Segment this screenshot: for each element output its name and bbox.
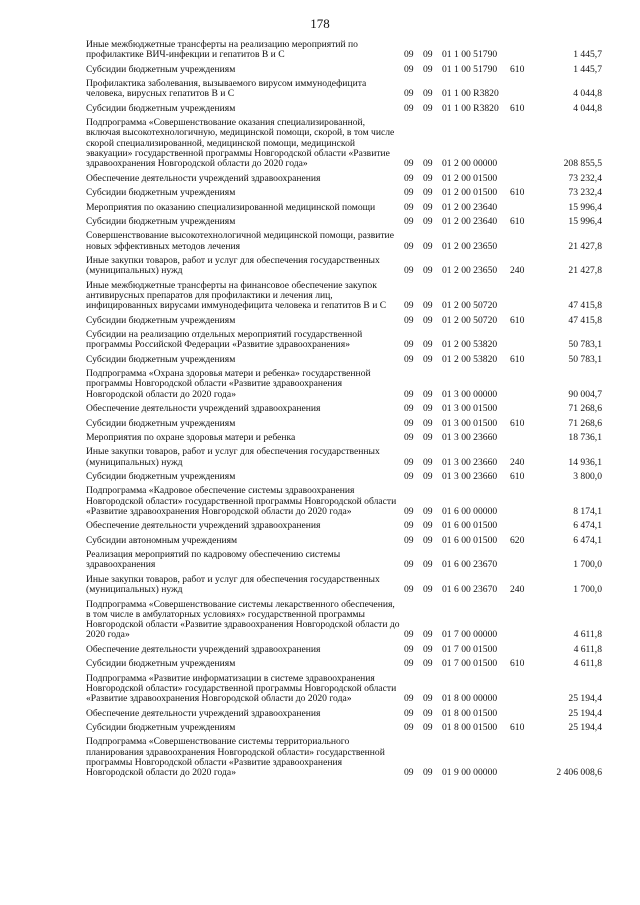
amount: 73 232,4: [568, 187, 602, 199]
subsection-code: 09: [423, 215, 433, 227]
item-name: Обеспечение деятельности учреждений здравоохранения: [86, 520, 321, 532]
section-code: 09: [404, 559, 414, 571]
amount: 47 415,8: [568, 314, 602, 326]
table-row: [86, 600, 602, 641]
item-name: Подпрограмма «Совершенствование оказания специализированной, включая высокотехнологичную, медицинской помощи, скорой, в том числе скорой специализированной, медицинской помощи, медицинской эвакуации» государственной программы Новгородской области «Развитие здравоохранения Новгородской области до 2020 года»: [86, 117, 395, 170]
item-name: Подпрограмма «Совершенствование системы лекарственного обеспечения, в том числе в амбулаторных условиях» государственной программы Новгородской области «Развитие здравоохранения Новгородской области до 2020 года»: [86, 598, 400, 641]
target-article-code: 01 6 00 23670: [442, 584, 498, 596]
section-code: 09: [404, 658, 414, 670]
table-row: [86, 330, 602, 351]
subsection-code: 09: [423, 102, 433, 114]
item-name: Иные закупки товаров, работ и услуг для обеспечения государственных (муниципальных) нужд: [86, 254, 380, 277]
table-row: [86, 575, 602, 596]
table-row: [86, 659, 602, 669]
amount: 4 611,8: [573, 658, 602, 670]
target-article-code: 01 1 00 R3820: [442, 88, 499, 100]
expense-type-code: 610: [510, 353, 525, 365]
target-article-code: 01 8 00 01500: [442, 721, 498, 733]
section-code: 09: [404, 314, 414, 326]
item-name: Субсидии бюджетным учреждениям: [86, 658, 236, 670]
item-name: Обеспечение деятельности учреждений здравоохранения: [86, 403, 321, 415]
item-name: Профилактика заболевания, вызываемого вирусом иммунодефицита человека, вирусных гепатитов В и С: [86, 78, 367, 100]
table-row: [86, 231, 602, 252]
section-code: 09: [404, 265, 414, 277]
item-name: Иные межбюджетные трансферты на финансовое обеспечение закупок антивирусных препаратов для профилактики и лечения лиц, инфицированных вирусами иммунодефицита человека и гепатитов В и С: [86, 279, 387, 312]
item-name: Субсидии бюджетным учреждениям: [86, 353, 236, 365]
section-code: 09: [404, 102, 414, 114]
section-code: 09: [404, 505, 414, 517]
expense-type-code: 610: [510, 314, 525, 326]
table-row: [86, 404, 602, 414]
target-article-code: 01 3 00 01500: [442, 403, 498, 415]
amount: 3 800,0: [573, 470, 602, 482]
item-name: Субсидии автономным учреждениям: [86, 534, 238, 546]
section-code: 09: [404, 88, 414, 100]
target-article-code: 01 2 00 01500: [442, 172, 498, 184]
table-row: [86, 104, 602, 114]
subsection-code: 09: [423, 417, 433, 429]
budget-table: [86, 40, 602, 783]
item-name: Субсидии бюджетным учреждениям: [86, 102, 236, 114]
item-name: Обеспечение деятельности учреждений здравоохранения: [86, 172, 321, 184]
section-code: 09: [404, 767, 414, 779]
target-article-code: 01 2 00 01500: [442, 187, 498, 199]
expense-type-code: 610: [510, 63, 525, 75]
amount: 1 700,0: [573, 584, 602, 596]
table-row: [86, 486, 602, 517]
subsection-code: 09: [423, 339, 433, 351]
target-article-code: 01 7 00 01500: [442, 643, 498, 655]
section-code: 09: [404, 300, 414, 312]
amount: 50 783,1: [568, 353, 602, 365]
item-name: Совершенствование высокотехнологичной медицинской помощи, развитие новых эффективных методов лечения: [86, 230, 394, 252]
table-row: [86, 281, 602, 312]
item-name: Обеспечение деятельности учреждений здравоохранения: [86, 643, 321, 655]
subsection-code: 09: [423, 172, 433, 184]
subsection-code: 09: [423, 707, 433, 719]
subsection-code: 09: [423, 265, 433, 277]
section-code: 09: [404, 240, 414, 252]
amount: 21 427,8: [568, 240, 602, 252]
table-row: [86, 65, 602, 75]
item-name: Субсидии бюджетным учреждениям: [86, 63, 236, 75]
amount: 8 174,1: [573, 505, 602, 517]
table-row: [86, 536, 602, 546]
item-name: Подпрограмма «Развитие информатизации в системе здравоохранения Новгородской области» государственной программы Новгородской области «Развитие здравоохранения Новгородской области до 2020 года»: [86, 672, 397, 705]
item-name: Мероприятия по охране здоровья матери и ребенка: [86, 431, 296, 443]
target-article-code: 01 2 00 23650: [442, 265, 498, 277]
section-code: 09: [404, 417, 414, 429]
section-code: 09: [404, 339, 414, 351]
table-row: [86, 188, 602, 198]
section-code: 09: [404, 215, 414, 227]
target-article-code: 01 6 00 01500: [442, 520, 498, 532]
target-article-code: 01 1 00 51790: [442, 63, 498, 75]
amount: 1 445,7: [573, 63, 602, 75]
subsection-code: 09: [423, 658, 433, 670]
item-name: Субсидии бюджетным учреждениям: [86, 314, 236, 326]
table-row: [86, 419, 602, 429]
target-article-code: 01 2 00 53820: [442, 353, 498, 365]
table-row: [86, 174, 602, 184]
expense-type-code: 610: [510, 721, 525, 733]
amount: 25 194,4: [568, 721, 602, 733]
subsection-code: 09: [423, 534, 433, 546]
subsection-code: 09: [423, 353, 433, 365]
target-article-code: 01 3 00 23660: [442, 470, 498, 482]
target-article-code: 01 6 00 01500: [442, 534, 498, 546]
section-code: 09: [404, 721, 414, 733]
target-article-code: 01 8 00 00000: [442, 693, 498, 705]
table-row: [86, 709, 602, 719]
subsection-code: 09: [423, 431, 433, 443]
table-row: [86, 256, 602, 277]
section-code: 09: [404, 707, 414, 719]
subsection-code: 09: [423, 158, 433, 170]
expense-type-code: 610: [510, 470, 525, 482]
table-row: [86, 521, 602, 531]
amount: 47 415,8: [568, 300, 602, 312]
target-article-code: 01 2 00 23640: [442, 215, 498, 227]
section-code: 09: [404, 693, 414, 705]
subsection-code: 09: [423, 456, 433, 468]
amount: 21 427,8: [568, 265, 602, 277]
section-code: 09: [404, 431, 414, 443]
amount: 15 996,4: [568, 215, 602, 227]
section-code: 09: [404, 456, 414, 468]
expense-type-code: 610: [510, 658, 525, 670]
target-article-code: 01 2 00 53820: [442, 339, 498, 351]
amount: 18 736,1: [568, 431, 602, 443]
amount: 71 268,6: [568, 403, 602, 415]
target-article-code: 01 8 00 01500: [442, 707, 498, 719]
target-article-code: 01 3 00 23660: [442, 431, 498, 443]
section-code: 09: [404, 534, 414, 546]
target-article-code: 01 2 00 50720: [442, 300, 498, 312]
section-code: 09: [404, 201, 414, 213]
table-row: [86, 472, 602, 482]
subsection-code: 09: [423, 505, 433, 517]
subsection-code: 09: [423, 559, 433, 571]
subsection-code: 09: [423, 88, 433, 100]
amount: 4 611,8: [573, 629, 602, 641]
amount: 14 936,1: [568, 456, 602, 468]
target-article-code: 01 2 00 23640: [442, 201, 498, 213]
table-row: [86, 645, 602, 655]
section-code: 09: [404, 353, 414, 365]
table-row: [86, 316, 602, 326]
subsection-code: 09: [423, 201, 433, 213]
table-row: [86, 433, 602, 443]
item-name: Субсидии на реализацию отдельных мероприятий государственной программы Российской Федерации «Развитие здравоохранения»: [86, 329, 363, 351]
subsection-code: 09: [423, 520, 433, 532]
subsection-code: 09: [423, 584, 433, 596]
amount: 4 044,8: [573, 102, 602, 114]
amount: 2 406 008,6: [556, 767, 602, 779]
section-code: 09: [404, 172, 414, 184]
amount: 73 232,4: [568, 172, 602, 184]
expense-type-code: 240: [510, 265, 525, 277]
table-row: [86, 737, 602, 778]
amount: 71 268,6: [568, 417, 602, 429]
table-row: [86, 217, 602, 227]
subsection-code: 09: [423, 693, 433, 705]
subsection-code: 09: [423, 403, 433, 415]
amount: 208 855,5: [563, 158, 602, 170]
table-row: [86, 355, 602, 365]
section-code: 09: [404, 470, 414, 482]
section-code: 09: [404, 187, 414, 199]
subsection-code: 09: [423, 240, 433, 252]
subsection-code: 09: [423, 721, 433, 733]
table-row: [86, 550, 602, 571]
section-code: 09: [404, 158, 414, 170]
expense-type-code: 240: [510, 584, 525, 596]
table-row: [86, 447, 602, 468]
item-name: Субсидии бюджетным учреждениям: [86, 470, 236, 482]
subsection-code: 09: [423, 300, 433, 312]
subsection-code: 09: [423, 470, 433, 482]
expense-type-code: 610: [510, 215, 525, 227]
subsection-code: 09: [423, 388, 433, 400]
item-name: Субсидии бюджетным учреждениям: [86, 417, 236, 429]
amount: 90 004,7: [568, 388, 602, 400]
target-article-code: 01 9 00 00000: [442, 767, 498, 779]
target-article-code: 01 1 00 51790: [442, 49, 498, 61]
subsection-code: 09: [423, 629, 433, 641]
amount: 1 445,7: [573, 49, 602, 61]
amount: 4 044,8: [573, 88, 602, 100]
amount: 6 474,1: [573, 520, 602, 532]
section-code: 09: [404, 629, 414, 641]
amount: 6 474,1: [573, 534, 602, 546]
table-row: [86, 79, 602, 100]
section-code: 09: [404, 403, 414, 415]
target-article-code: 01 3 00 01500: [442, 417, 498, 429]
item-name: Мероприятия по оказанию специализированной медицинской помощи: [86, 201, 376, 213]
expense-type-code: 610: [510, 187, 525, 199]
target-article-code: 01 3 00 00000: [442, 388, 498, 400]
item-name: Подпрограмма «Охрана здоровья матери и ребенка» государственной программы Новгородской области «Развитие здравоохранения Новгородской области до 2020 года»: [86, 368, 371, 400]
target-article-code: 01 1 00 R3820: [442, 102, 499, 114]
table-row: [86, 674, 602, 705]
subsection-code: 09: [423, 643, 433, 655]
item-name: Иные закупки товаров, работ и услуг для обеспечения государственных (муниципальных) нужд: [86, 573, 380, 596]
expense-type-code: 620: [510, 534, 525, 546]
amount: 1 700,0: [573, 559, 602, 571]
section-code: 09: [404, 63, 414, 75]
subsection-code: 09: [423, 767, 433, 779]
target-article-code: 01 3 00 23660: [442, 456, 498, 468]
item-name: Субсидии бюджетным учреждениям: [86, 721, 236, 733]
section-code: 09: [404, 49, 414, 61]
table-row: [86, 203, 602, 213]
section-code: 09: [404, 584, 414, 596]
item-name: Реализация мероприятий по кадровому обеспечению системы здравоохранения: [86, 549, 341, 571]
item-name: Подпрограмма «Кадровое обеспечение системы здравоохранения Новгородской области» государственной программы Новгородской области «Развитие здравоохранения Новгородской области до 2020 года»: [86, 485, 397, 517]
item-name: Обеспечение деятельности учреждений здравоохранения: [86, 707, 321, 719]
table-row: [86, 40, 602, 61]
expense-type-code: 240: [510, 456, 525, 468]
item-name: Субсидии бюджетным учреждениям: [86, 215, 236, 227]
amount: 15 996,4: [568, 201, 602, 213]
item-name: Подпрограмма «Совершенствование системы территориального планирования здравоохранения Новгородской области» государственной программы Новгородской области «Развитие здравоохранения Новгородской области до 2020 года»: [86, 736, 385, 779]
target-article-code: 01 7 00 00000: [442, 629, 498, 641]
subsection-code: 09: [423, 63, 433, 75]
target-article-code: 01 6 00 00000: [442, 505, 498, 517]
table-row: [86, 723, 602, 733]
expense-type-code: 610: [510, 102, 525, 114]
target-article-code: 01 7 00 01500: [442, 658, 498, 670]
target-article-code: 01 2 00 50720: [442, 314, 498, 326]
amount: 50 783,1: [568, 339, 602, 351]
section-code: 09: [404, 643, 414, 655]
section-code: 09: [404, 520, 414, 532]
table-row: [86, 369, 602, 400]
subsection-code: 09: [423, 187, 433, 199]
amount: 25 194,4: [568, 693, 602, 705]
amount: 4 611,8: [573, 643, 602, 655]
amount: 25 194,4: [568, 707, 602, 719]
section-code: 09: [404, 388, 414, 400]
subsection-code: 09: [423, 314, 433, 326]
table-row: [86, 118, 602, 169]
item-name: Субсидии бюджетным учреждениям: [86, 187, 236, 199]
expense-type-code: 610: [510, 417, 525, 429]
page-number: 178: [310, 16, 330, 31]
target-article-code: 01 2 00 00000: [442, 158, 498, 170]
subsection-code: 09: [423, 49, 433, 61]
item-name: Иные межбюджетные трансферты на реализацию мероприятий по профилактике ВИЧ-инфекции и гепатитов В и С: [86, 39, 358, 61]
item-name: Иные закупки товаров, работ и услуг для обеспечения государственных (муниципальных) нужд: [86, 446, 380, 468]
target-article-code: 01 2 00 23650: [442, 240, 498, 252]
target-article-code: 01 6 00 23670: [442, 559, 498, 571]
